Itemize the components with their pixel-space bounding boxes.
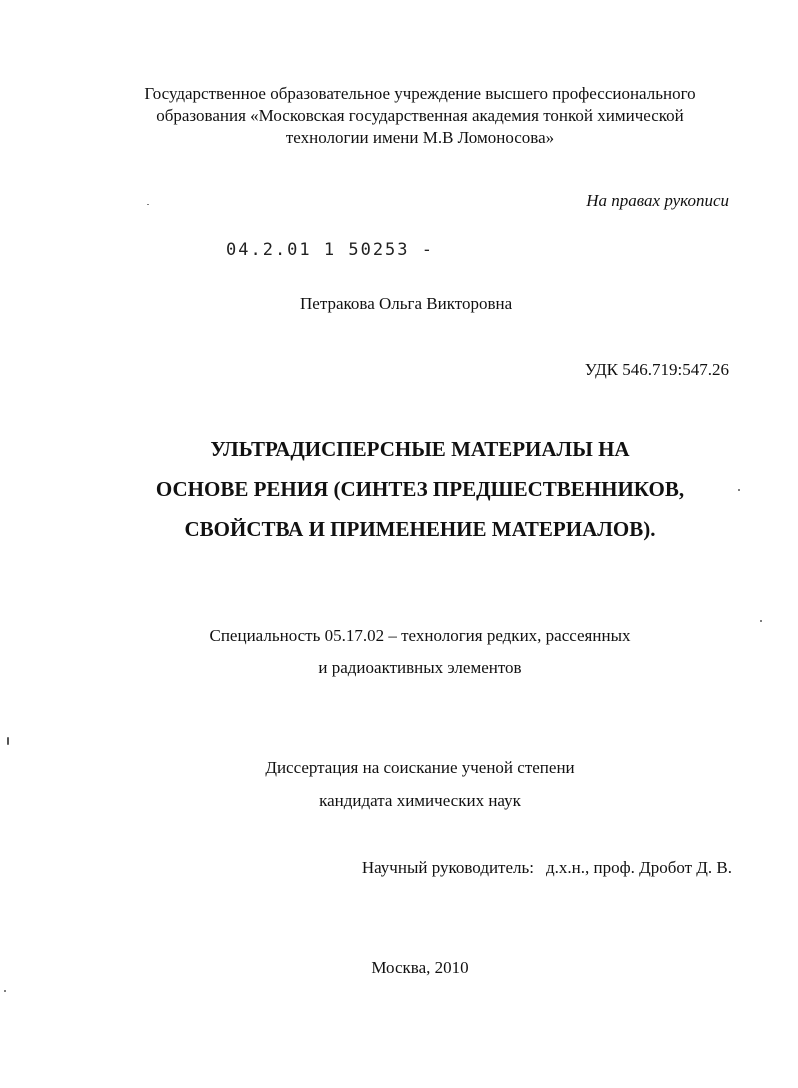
specialty-line-2: и радиоактивных элементов <box>318 658 522 677</box>
scan-speck <box>7 737 9 745</box>
specialty-line-1: Специальность 05.17.02 – технология редких, рассеянных <box>209 626 631 645</box>
scan-speck <box>738 489 740 491</box>
registration-stamp-number: 04.2.01 1 50253 - <box>226 240 434 260</box>
scan-speck <box>760 620 762 622</box>
degree-line-2: кандидата химических наук <box>319 791 521 810</box>
supervisor-value: д.х.н., проф. Дробот Д. В. <box>546 858 732 877</box>
specialty-block <box>100 620 740 684</box>
supervisor-label: Научный руководитель: <box>361 858 534 877</box>
title-line-2: ОСНОВЕ РЕНИЯ (СИНТЕЗ ПРЕДШЕСТВЕННИКОВ, <box>155 477 685 501</box>
scan-speck <box>4 990 6 992</box>
dissertation-title <box>100 429 740 549</box>
city-year: Москва, 2010 <box>371 958 469 977</box>
title-line-3: СВОЙСТВА И ПРИМЕНЕНИЕ МАТЕРИАЛОВ). <box>184 517 656 541</box>
title-line-1: УЛЬТРАДИСПЕРСНЫЕ МАТЕРИАЛЫ НА <box>210 437 630 461</box>
institution-line-3: технологии имени М.В Ломоносова» <box>285 128 555 147</box>
institution-header <box>100 83 740 149</box>
degree-line-1: Диссертация на соискание ученой степени <box>265 758 575 777</box>
manuscript-rights-note: На правах рукописи <box>586 191 729 210</box>
scan-speck <box>147 204 149 205</box>
udc-code: УДК 546.719:547.26 <box>584 360 729 379</box>
institution-line-1: Государственное образовательное учреждение высшего профессионального <box>144 84 696 103</box>
degree-block <box>100 751 740 817</box>
institution-line-2: образования «Московская государственная академия тонкой химической <box>156 106 684 125</box>
author-name: Петракова Ольга Викторовна <box>300 294 513 313</box>
supervisor-line <box>362 858 732 878</box>
